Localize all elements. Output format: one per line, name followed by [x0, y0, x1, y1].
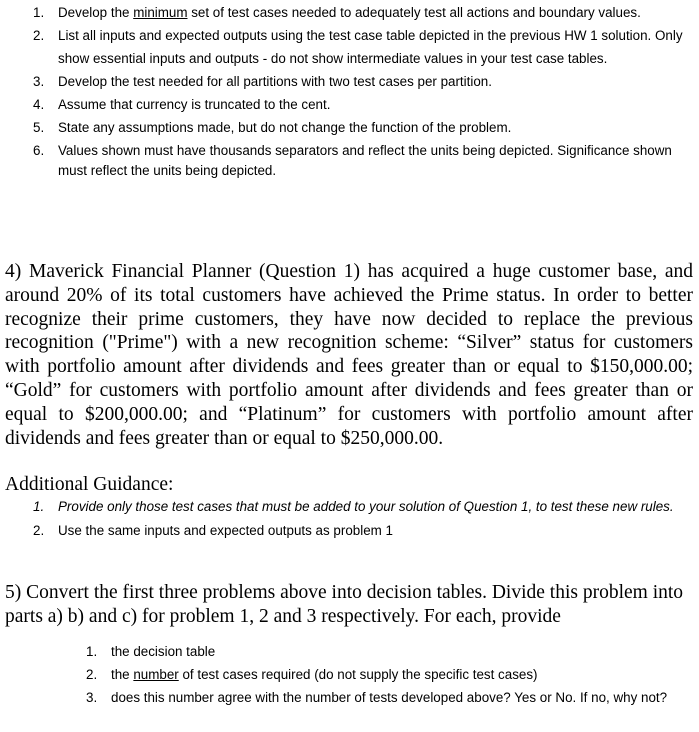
item-text: the decision table: [111, 644, 216, 659]
list-item: [0, 93, 699, 116]
list-number: 3.: [86, 690, 98, 705]
list-item: [0, 24, 699, 70]
list-number: 2.: [33, 28, 45, 43]
list-item: [0, 663, 699, 686]
underlined-word: number: [133, 667, 179, 682]
list-number: 2.: [33, 522, 45, 538]
list-number: 1.: [86, 644, 98, 659]
list-number: 2.: [86, 667, 98, 682]
requirements-list: [0, 1, 699, 181]
item-text: Use the same inputs and expected outputs as problem 1: [58, 522, 393, 538]
item-text: State any assumptions made, but do not change the function of the problem.: [58, 120, 512, 135]
question-4-paragraph: 4) Maverick Financial Planner (Question 1) has acquired a huge customer base, and around 20% of its total customers have achieved the Prime status. In order to better recognize their prime customers, they have now decided to replace the previous recognition ("Prime") with a new recognition scheme: “Silver” status for customers with portfolio amount after dividends and fees greater than or equal to $150,000.00; “Gold” for customers with portfolio amount after dividends and fees greater than or equal to $200,000.00; and “Platinum” for customers with portfolio amount after dividends and fees greater than or equal to $250,000.00.: [5, 261, 693, 449]
item-text: does this number agree with the number of tests developed above? Yes or No. If no, why not?: [111, 690, 668, 705]
question-5-paragraph: 5) Convert the first three problems above into decision tables. Divide this problem into parts a) b) and c) for problem 1, 2 and 3 respectively. For each, provide: [5, 582, 684, 627]
list-item: [0, 495, 699, 519]
item-text: set of test cases needed to adequately test all actions and boundary values.: [187, 5, 641, 20]
list-item: [0, 70, 699, 93]
list-number: 1.: [33, 499, 45, 514]
list-item: [0, 640, 699, 663]
list-number: 4.: [33, 97, 45, 112]
item-text: the: [111, 667, 134, 682]
item-text: List all inputs and expected outputs using the test case table depicted in the previous HW 1 solution. Only show essential inputs and outputs - do not show intermediate values in your test case tables.: [58, 28, 683, 66]
list-number: 6.: [33, 143, 45, 158]
item-text: Develop the: [58, 5, 134, 20]
item-text: Provide only those test cases that must be added to your solution of Question 1, to test these new rules.: [58, 499, 674, 514]
guidance-heading: Additional Guidance:: [5, 474, 174, 495]
item-text: Values shown must have thousands separators and reflect the units being depicted. Significance shown must reflect the units being depicted.: [58, 143, 672, 178]
item-text: Assume that currency is truncated to the cent.: [58, 97, 331, 112]
list-item: [0, 116, 699, 139]
list-item: [0, 519, 699, 542]
list-item: [0, 1, 699, 24]
list-number: 3.: [33, 74, 45, 89]
list-item: [0, 686, 699, 709]
item-text: of test cases required (do not supply the specific test cases): [178, 667, 538, 682]
list-number: 1.: [33, 5, 45, 20]
underlined-word: minimum: [133, 5, 188, 20]
guidance-list: [0, 495, 699, 542]
item-text: Develop the test needed for all partitions with two test cases per partition.: [58, 74, 492, 89]
list-item: [0, 139, 699, 181]
deliverables-list: [0, 640, 699, 709]
list-number: 5.: [33, 120, 45, 135]
